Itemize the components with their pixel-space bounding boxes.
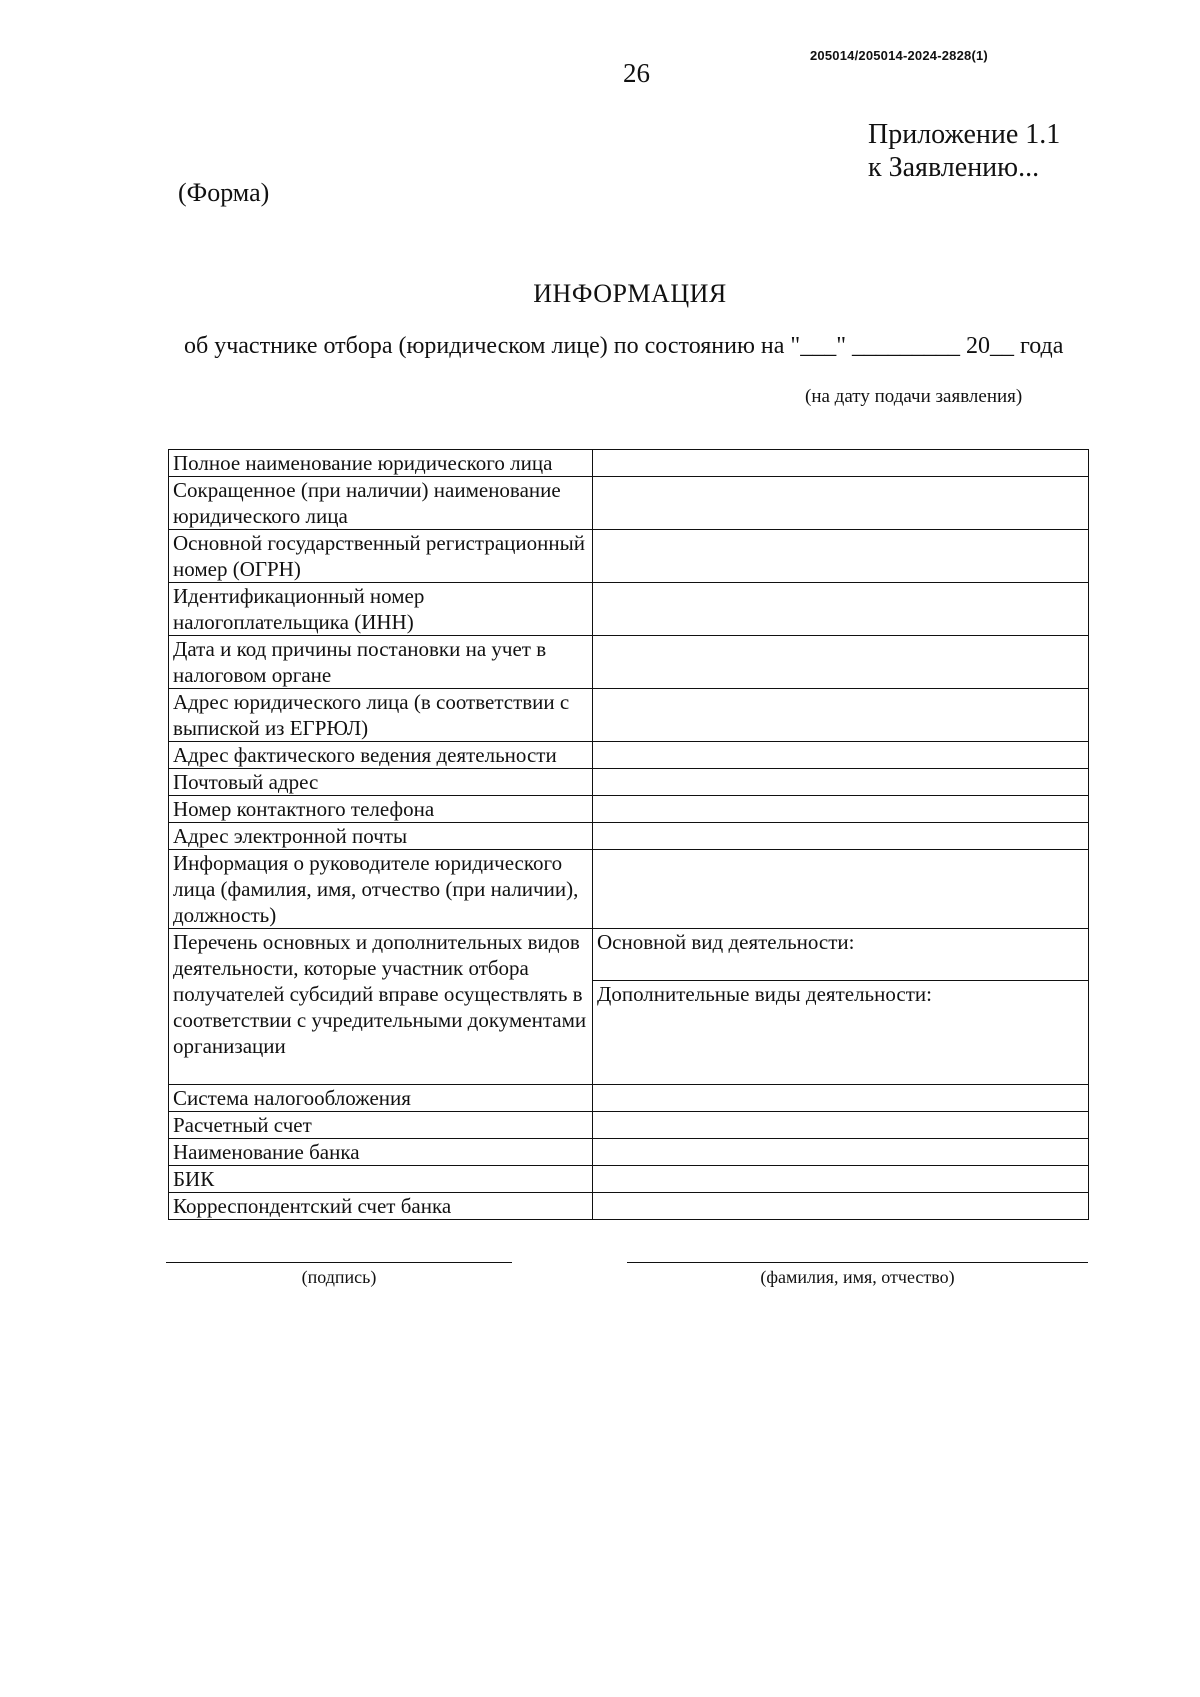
appendix-line-2: к Заявлению... (868, 152, 1040, 183)
table-row (169, 583, 1089, 636)
table-row (169, 850, 1089, 929)
table-row (169, 769, 1089, 796)
row-label: Адрес фактического ведения деятельности (169, 742, 593, 769)
signature-caption: (подпись) (301, 1267, 377, 1287)
table-row (169, 929, 1089, 981)
table-row (169, 796, 1089, 823)
main-activity-cell[interactable]: Основной вид деятельности: (593, 929, 1089, 981)
table-row (169, 1139, 1089, 1166)
appendix-line-1: Приложение 1.1 (868, 119, 1061, 150)
table-row (169, 689, 1089, 742)
row-value[interactable] (593, 1112, 1089, 1139)
row-label: Дата и код причины постановки на учет в налоговом органе (169, 636, 593, 689)
row-value[interactable] (593, 1085, 1089, 1112)
row-label: Расчетный счет (169, 1112, 593, 1139)
row-label: Корреспондентский счет банка (169, 1193, 593, 1220)
info-table (168, 449, 1089, 1220)
row-value[interactable] (593, 769, 1089, 796)
signature-line[interactable] (166, 1262, 512, 1263)
row-value[interactable] (593, 477, 1089, 530)
row-value[interactable] (593, 1193, 1089, 1220)
document-title: ИНФОРМАЦИЯ (533, 279, 727, 308)
appendix-reference (868, 118, 1060, 184)
table-row (169, 477, 1089, 530)
table-row (169, 636, 1089, 689)
table-row (169, 742, 1089, 769)
row-label: Наименование банка (169, 1139, 593, 1166)
full-name-caption: (фамилия, имя, отчество) (760, 1267, 955, 1287)
additional-activity-cell[interactable]: Дополнительные виды деятельности: (593, 981, 1089, 1085)
row-label: Основной государственный регистрационный номер (ОГРН) (169, 530, 593, 583)
row-label: Почтовый адрес (169, 769, 593, 796)
document-number: 205014/205014-2024-2828(1) (810, 48, 988, 63)
date-note: (на дату подачи заявления) (805, 386, 1023, 407)
row-value[interactable] (593, 530, 1089, 583)
row-label: Информация о руководителе юридического лица (фамилия, имя, отчество (при наличии), должность) (169, 850, 593, 929)
row-label: Номер контактного телефона (169, 796, 593, 823)
row-value[interactable] (593, 583, 1089, 636)
table-row (169, 823, 1089, 850)
row-value[interactable] (593, 742, 1089, 769)
table-row (169, 1112, 1089, 1139)
row-value[interactable] (593, 450, 1089, 477)
row-label: Перечень основных и дополнительных видов деятельности, которые участник отбора получателей субсидий вправе осуществлять в соответствии с учредительными документами организации (169, 929, 593, 1085)
row-value[interactable] (593, 636, 1089, 689)
row-value[interactable] (593, 850, 1089, 929)
row-label: Идентификационный номер налогоплательщика (ИНН) (169, 583, 593, 636)
row-label: Адрес электронной почты (169, 823, 593, 850)
row-label: Полное наименование юридического лица (169, 450, 593, 477)
table-row (169, 1166, 1089, 1193)
row-label: Сокращенное (при наличии) наименование юридического лица (169, 477, 593, 530)
row-value[interactable] (593, 823, 1089, 850)
document-subtitle: об участнике отбора (юридическом лице) по состоянию на "___" _________ 20__ года (184, 333, 1064, 359)
full-name-line[interactable] (627, 1262, 1088, 1263)
page-number: 26 (623, 58, 650, 88)
form-label: (Форма) (178, 178, 270, 207)
row-label: Система налогообложения (169, 1085, 593, 1112)
row-label: БИК (169, 1166, 593, 1193)
row-value[interactable] (593, 689, 1089, 742)
table-row (169, 1085, 1089, 1112)
table-row (169, 530, 1089, 583)
row-value[interactable] (593, 1139, 1089, 1166)
row-value[interactable] (593, 1166, 1089, 1193)
table-row (169, 450, 1089, 477)
table-row (169, 1193, 1089, 1220)
row-value[interactable] (593, 796, 1089, 823)
row-label: Адрес юридического лица (в соответствии с выпиской из ЕГРЮЛ) (169, 689, 593, 742)
